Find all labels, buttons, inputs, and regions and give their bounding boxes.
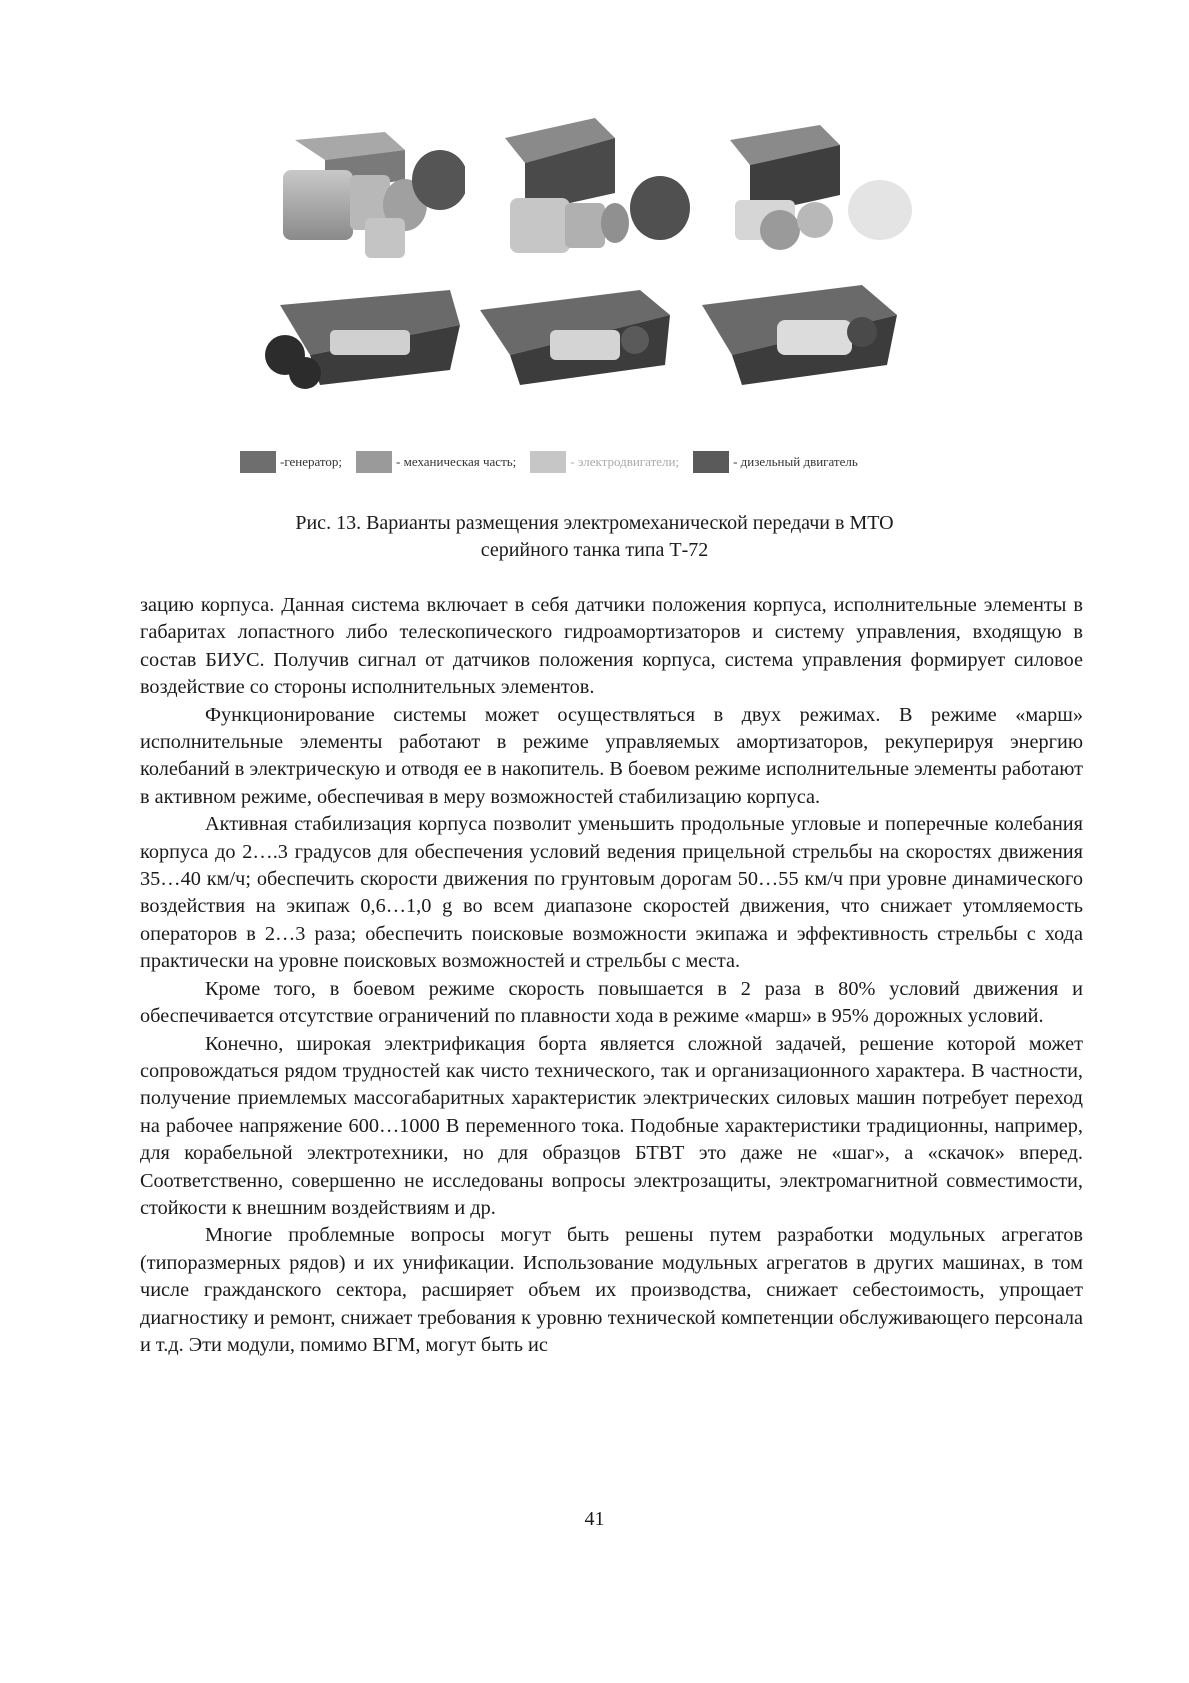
legend-label: - механическая часть; [396,454,517,469]
paragraph: Многие проблемные вопросы могут быть решены путем разработки модульных агрегатов (типоразмерных рядов) и их унификации. Использование модульных агрегатов в других машинах, в том числе гражданского сектора, расширяет объем их производства, снижает себестоимость, упрощает диагностику и ремонт, снижает требования к уровню технической компетенции обслуживающего персонала и т.д. Эти модули, помимо ВГМ, могут быть ис [140,1224,1083,1356]
figure-legend [240,450,872,474]
hull-view-image-3 [692,280,907,395]
caption-line-1: Рис. 13. Варианты размещения электромеханической передачи в МТО [295,512,894,534]
legend-label: - электродвигатели; [570,454,680,469]
legend-item-generator [240,451,342,473]
figure-caption [0,510,1189,564]
transmission-unit-image-3 [720,125,920,265]
caption-line-2: серийного танка типа Т-72 [480,539,709,561]
transmission-unit-image-2 [495,118,695,268]
transmission-unit-image-1 [265,130,465,270]
legend-swatch [356,451,392,473]
body-text [140,592,1083,1359]
hull-view-image-1 [260,285,470,395]
paragraph: Кроме того, в боевом режиме скорость повышается в 2 раза в 80% условий движения и обеспечивается отсутствие ограничений по плавности хода в режиме «марш» в 95% дорожных условий. [140,977,1083,1028]
figure [0,0,1189,470]
legend-label: - дизельный двигатель [733,454,858,469]
paragraph: Активная стабилизация корпуса позволит уменьшить продольные угловые и поперечные колебания корпуса до 2….3 градусов для обеспечения условий ведения прицельной стрельбы на скоростях движения 35…40 км/ч; обеспечить скорости движения по грунтовым дорогам 50…55 км/ч при уровне динамического воздействия на экипаж 0,6…1,0 g во всем диапазоне скоростей движения, что снижает утомляемость операторов в 2…3 раза; обеспечить поисковые возможности экипажа и эффективность стрельбы с хода практически на уровне поисковых возможностей и стрельбы с места. [140,813,1083,973]
legend-swatch [240,451,276,473]
legend-swatch [530,451,566,473]
legend-label: -генератор; [280,454,343,469]
page-number: 41 [584,1508,605,1530]
paragraph: Конечно, широкая электрификация борта является сложной задачей, решение которой может сопровождаться рядом трудностей как чисто технического, так и организационного характера. В частности, получение приемлемых массогабаритных характеристик электрических силовых машин потребует переход на рабочее напряжение 600…1000 В переменного тока. Подобные характеристики традиционны, например, для корабельной электротехники, но для образцов БТВТ это даже не «шаг», а «скачок» вперед. Соответственно, совершенно не исследованы вопросы электрозащиты, электромагнитной совместимости, стойкости к внешним воздействиям и др. [140,1032,1083,1219]
hull-view-image-2 [470,285,685,395]
paragraph: зацию корпуса. Данная система включает в себя датчики положения корпуса, исполнительные элементы в габаритах лопастного либо телескопического гидроамортизаторов и систему управления, входящую в состав БИУС. Получив сигнал от датчиков положения корпуса, система управления формирует силовое воздействие со стороны исполнительных элементов. [140,594,1083,699]
paragraph: Функционирование системы может осуществляться в двух режимах. В режиме «марш» исполнительные элементы работают в режиме управляемых амортизаторов, рекуперируя энергию колебаний в электрическую и отводя ее в накопитель. В боевом режиме исполнительные элементы работают в активном режиме, обеспечивая в меру возможностей стабилизацию корпуса. [140,703,1083,808]
legend-item-mechanical [356,451,516,473]
legend-item-electric-motors [530,451,679,473]
legend-swatch [693,451,729,473]
legend-item-diesel [693,451,858,473]
